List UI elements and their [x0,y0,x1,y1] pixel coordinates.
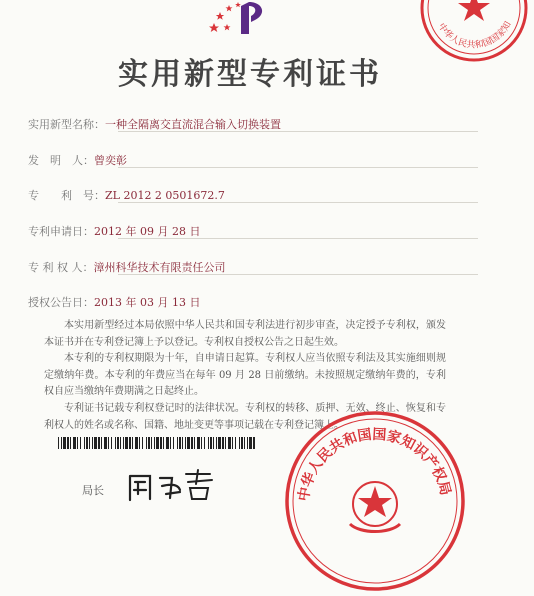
seal-bottom-text: 中华人民共和国国家知识产权局 [295,426,454,503]
field-inventor [28,152,127,168]
field-label: 专 利 权 人： [28,261,94,274]
divider [118,202,478,203]
director-signature-icon [126,468,216,501]
field-announcement-date [28,294,200,310]
field-application-date [28,223,200,239]
field-value: 2013 年 03 月 13 日 [94,296,201,309]
divider [118,274,478,275]
body-paragraph: 本实用新型经过本局依照中华人民共和国专利法进行初步审查，决定授予专利权，颁发本证书并在专利登记簿上予以登记。专利权自授权公告之日起生效。 [44,320,446,348]
divider [118,131,478,132]
field-label: 专利申请日： [28,225,94,238]
body-paragraph: 专利证书记载专利权登记时的法律状况。专利权的转移、质押、无效、终止、恢复和专利权人的姓名或名称、国籍、地址变更等事项记载在专利登记簿上。 [44,402,446,431]
field-patent-number [28,187,225,203]
official-seal-bottom-icon [280,406,470,596]
field-utility-model-name [28,116,281,132]
field-label: 专 利 号： [28,189,105,202]
divider [118,238,478,239]
director-label: 局长 [82,484,104,497]
field-value: 漳州科华技术有限责任公司 [93,261,226,274]
certificate-title: 实用新型专利证书 [118,57,382,92]
seal-top-text: 中华人民共和国国家知 [435,20,514,51]
field-value: ZL 2012 2 0501672.7 [105,189,225,202]
patent-office-emblem-icon [205,0,275,38]
field-label: 实用新型名称： [28,118,105,131]
field-patentee [28,259,226,275]
body-paragraph: 本专利的专利权期限为十年，自申请日起算。专利权人应当依照专利法及其实施细则规定缴纳年费。本专利的年费应当在每年 09 月 28 日前缴纳。未按照规定缴纳年费的，专利权自应当缴纳年费期满之日起终止。 [44,353,446,398]
field-value: 曾奕彰 [94,154,127,167]
field-value: 2012 年 09 月 28 日 [94,225,201,238]
divider [118,167,478,168]
field-label: 授权公告日： [28,296,94,309]
field-label: 发 明 人： [28,154,94,167]
field-value: 一种全隔离交直流混合输入切换装置 [105,118,281,131]
barcode-icon [58,437,258,449]
